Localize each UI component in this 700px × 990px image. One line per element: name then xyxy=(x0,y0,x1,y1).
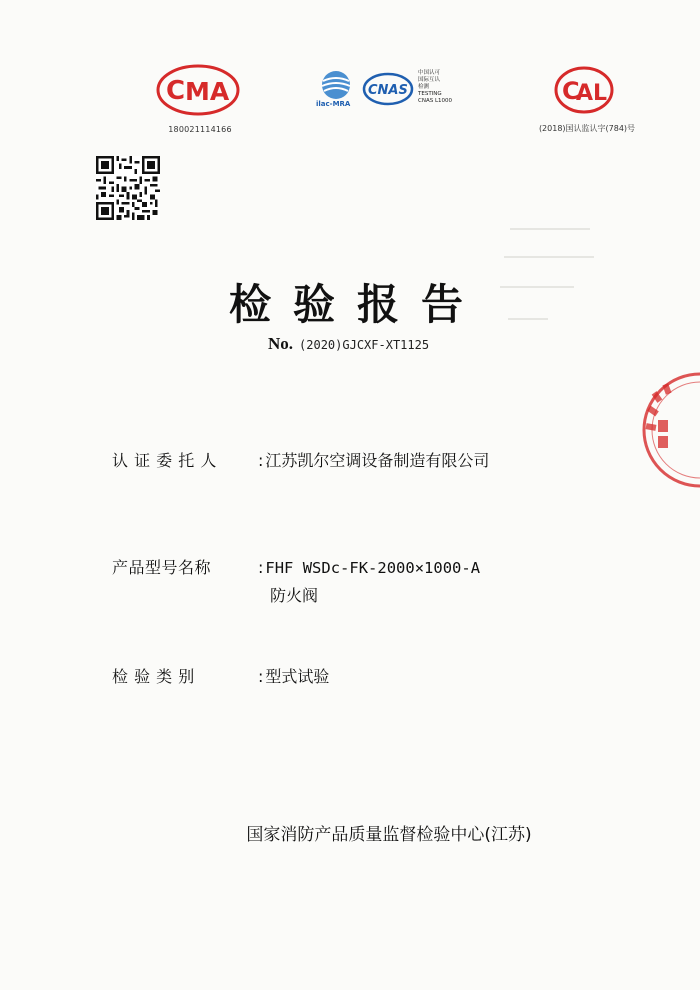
cma-logo-icon xyxy=(156,64,240,116)
field-product-model xyxy=(112,555,480,578)
cal-number: (2018)国认监认字(784)号 xyxy=(538,124,636,133)
report-number-label: No. xyxy=(268,334,294,353)
field-inspection-type-label: 检 验 类 别 xyxy=(112,667,195,686)
field-client xyxy=(112,448,489,471)
cal-logo-text: AL xyxy=(576,81,608,106)
field-separator: : xyxy=(258,667,264,686)
cnas-accreditation-text: 中国认可 国际互认 检测 TESTING CNAS L1000 xyxy=(418,70,453,104)
field-separator: : xyxy=(258,558,264,577)
field-inspection-type-value: 型式试验 xyxy=(265,667,330,686)
cnas-label: CNAS xyxy=(368,83,408,98)
bleed-through-mark xyxy=(504,256,594,258)
official-seal-icon xyxy=(640,370,700,490)
report-number-value: (2020)GJCXF-XT1125 xyxy=(299,338,430,352)
qr-code-icon xyxy=(96,156,160,220)
field-separator: : xyxy=(258,451,264,470)
cma-number: 180021114166 xyxy=(168,125,232,134)
field-product-model-label: 产品型号名称 xyxy=(112,558,212,577)
field-client-value: 江苏凯尔空调设备制造有限公司 xyxy=(265,451,490,470)
field-product-name-value: 防火阀 xyxy=(270,586,319,605)
cal-logo-icon xyxy=(554,66,614,114)
report-title: 检验报告 xyxy=(228,280,485,329)
field-inspection-type xyxy=(112,664,329,687)
report-number xyxy=(268,334,429,354)
cma-logo-text: MA xyxy=(185,77,230,106)
cnas-logo-icon xyxy=(362,72,414,106)
issuing-organization: 国家消防产品质量监督检验中心(江苏) xyxy=(246,825,532,845)
ilac-label: ilac-MRA xyxy=(316,100,351,108)
svg-text:C: C xyxy=(562,77,580,105)
bleed-through-mark xyxy=(510,228,590,230)
svg-text:C: C xyxy=(166,76,186,106)
ilac-mra-logo-icon xyxy=(314,68,358,108)
field-client-label: 认 证 委 托 人 xyxy=(112,451,217,470)
field-product-model-value: FHF WSDc-FK-2000×1000-A xyxy=(265,559,481,577)
